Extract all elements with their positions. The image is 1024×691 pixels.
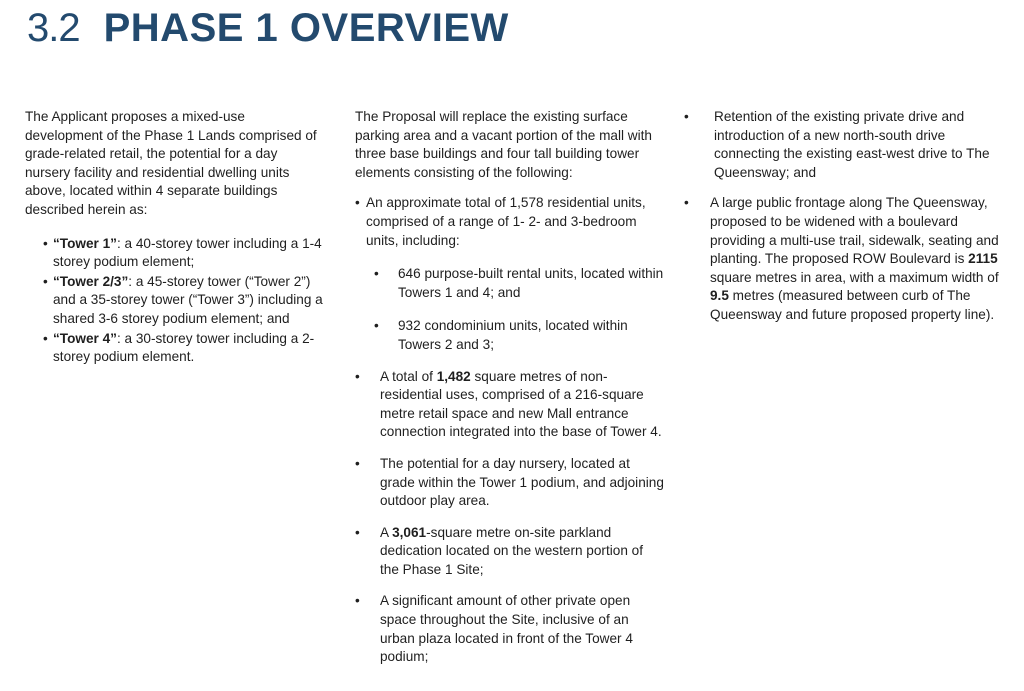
tower-description: : a 45-storey tower (“Tower 2”) and a 35-storey tower (“Tower 3”) including a shared 3-6 storey podium element; and xyxy=(53,273,323,326)
tower-description: : a 30-storey tower including a 2-storey podium element. xyxy=(53,330,315,365)
tower-name: “Tower 2/3” xyxy=(53,273,129,289)
item-text: Retention of the existing private drive and introduction of a new north-south drive connecting the existing east-west drive to The Queensway; and xyxy=(714,109,990,180)
column-left xyxy=(25,108,325,368)
bullet-icon: • xyxy=(374,318,379,334)
bullet-icon: • xyxy=(43,273,48,289)
tower-description: : a 40-storey tower including a 1-4 storey podium element; xyxy=(53,235,322,270)
list-item xyxy=(355,317,665,354)
list-item xyxy=(43,235,325,272)
condominium-units-text: 932 condominium units, located within Towers 2 and 3; xyxy=(398,318,628,352)
column-right xyxy=(684,108,1002,325)
bullet-icon: • xyxy=(355,455,360,471)
bullet-icon: • xyxy=(355,593,360,609)
bullet-icon: • xyxy=(43,235,48,251)
item-text: A significant amount of other private open space throughout the Site, inclusive of an urban plaza located in front of the Tower 4 podium; xyxy=(380,593,633,665)
item-figure: 1,482 xyxy=(436,368,471,384)
bullet-icon: • xyxy=(355,524,360,540)
item-figure: 9.5 xyxy=(710,288,729,304)
item-text: A large public frontage along The Queensway, proposed to be widened with a boulevard providing a multi-use trail, sidewalk, seating and planting. The proposed ROW Boulevard is xyxy=(710,195,999,267)
bullet-icon: • xyxy=(374,266,379,282)
list-item xyxy=(684,108,1002,182)
item-figure: 2115 xyxy=(968,251,998,267)
list-item xyxy=(355,194,665,250)
page-title xyxy=(27,4,509,52)
list-item xyxy=(355,592,665,666)
tower-name: “Tower 4” xyxy=(53,330,117,346)
section-title: PHASE 1 OVERVIEW xyxy=(103,6,509,50)
intro-paragraph: The Applicant proposes a mixed-use development of the Phase 1 Lands comprised of grade-related retail, the potential for a day nursery facility and residential dwelling units above, located within 4 separate buildings described herein as: xyxy=(25,109,317,217)
bullet-icon: • xyxy=(43,330,48,346)
item-text: A xyxy=(380,524,393,540)
list-item xyxy=(355,455,665,511)
item-text: -square metre on-site parkland dedication located on the western portion of the Phase 1 Site; xyxy=(380,524,643,577)
intro-paragraph: The Proposal will replace the existing surface parking area and a vacant portion of the mall with three base buildings and four tall building tower elements consisting of the following: xyxy=(355,109,652,180)
list-item xyxy=(355,265,665,302)
item-text: square metres in area, with a maximum width of xyxy=(710,269,999,285)
item-text: square metres of non-residential uses, comprised of a 216-square metre retail space and new Mall entrance connection integrated into the base of Tower 4. xyxy=(380,368,662,440)
list-item xyxy=(355,524,665,580)
item-text: A total of xyxy=(380,368,437,384)
bullet-icon: • xyxy=(684,195,689,211)
list-item xyxy=(43,330,325,367)
list-item xyxy=(684,194,1002,324)
item-figure: 3,061 xyxy=(392,524,427,540)
item-text: The potential for a day nursery, located at grade within the Tower 1 podium, and adjoining outdoor play area. xyxy=(380,455,664,509)
list-item xyxy=(43,273,325,329)
residential-units-text: An approximate total of 1,578 residential units, comprised of a range of 1- 2- and 3-bedroom units, including: xyxy=(366,195,646,248)
bullet-icon: • xyxy=(355,195,360,211)
rental-units-text: 646 purpose-built rental units, located within Towers 1 and 4; and xyxy=(398,266,664,300)
item-text: metres (measured between curb of The Queensway and future proposed property line). xyxy=(710,288,995,322)
list-item xyxy=(355,368,665,442)
tower-name: “Tower 1” xyxy=(53,235,117,251)
section-number: 3.2 xyxy=(27,6,80,50)
bullet-icon: • xyxy=(684,109,689,124)
bullet-icon: • xyxy=(355,368,360,384)
column-middle xyxy=(355,108,665,667)
tower-list xyxy=(43,235,325,367)
